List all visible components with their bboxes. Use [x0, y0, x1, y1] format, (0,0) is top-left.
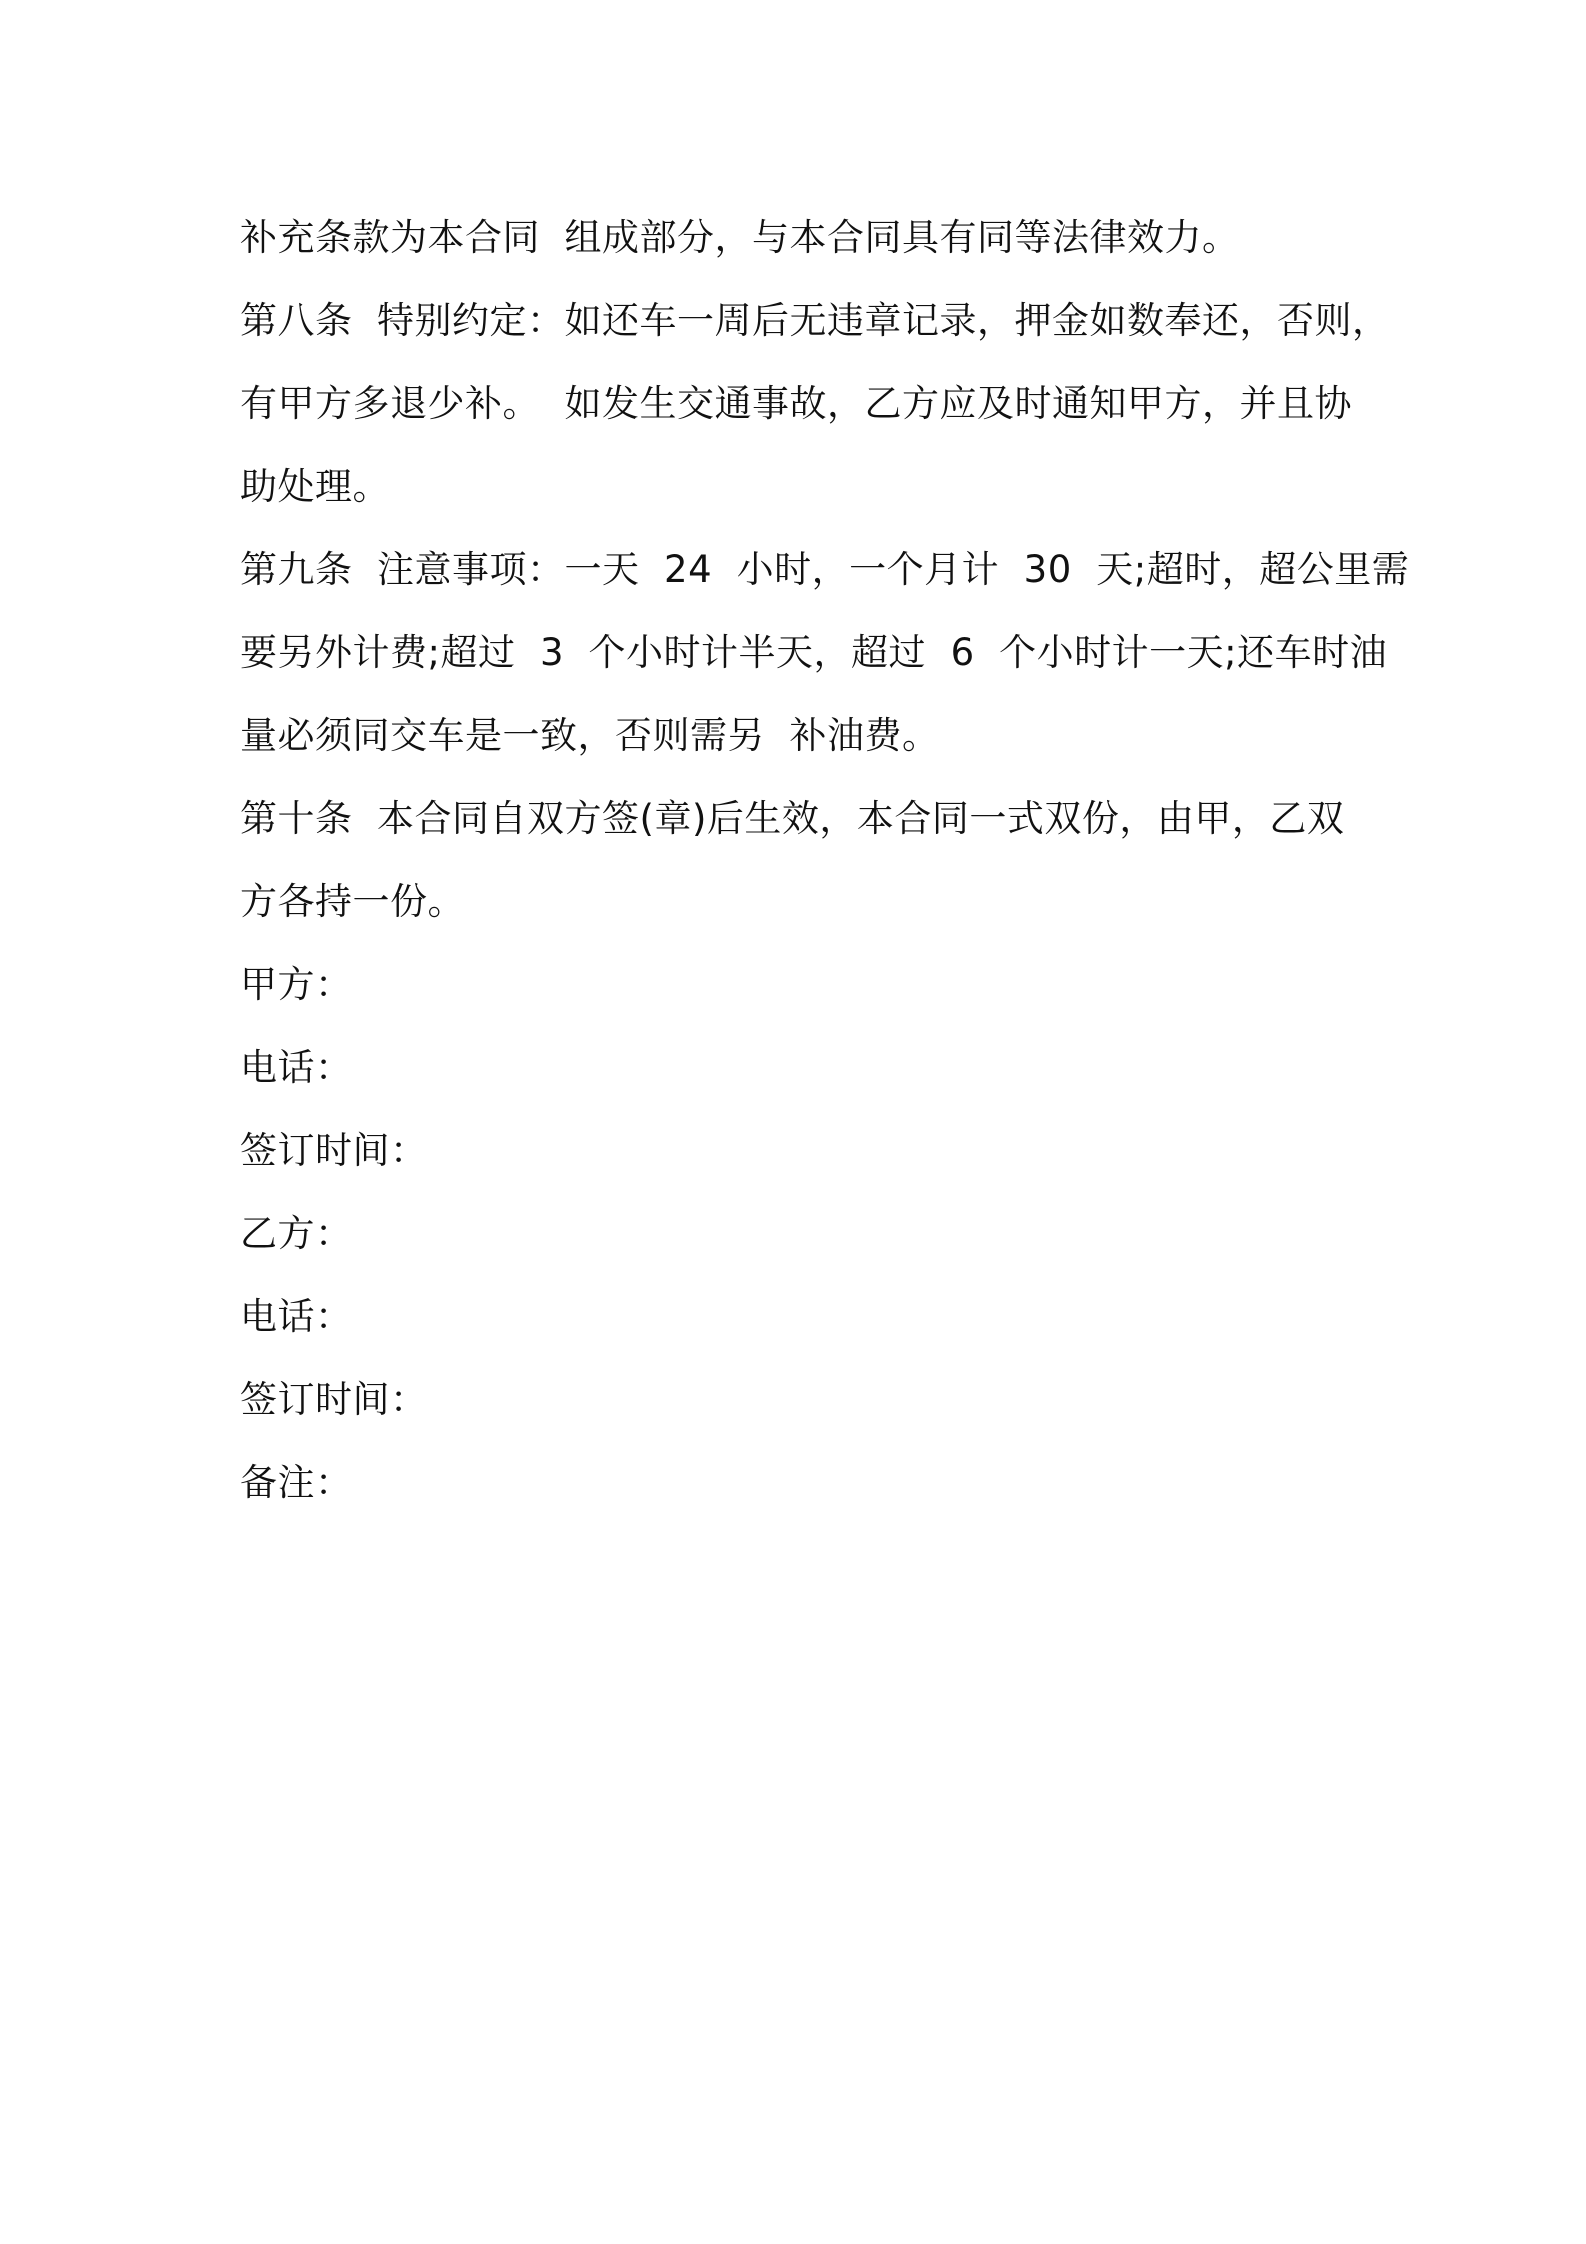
party-a-sign-date-label: 签订时间：	[240, 1129, 428, 1172]
clause-supplement-line: 补充条款为本合同 组成部分，与本合同具有同等法律效力。	[240, 216, 1240, 259]
party-a-phone-label: 电话：	[240, 1046, 353, 1089]
clause-8-line-1: 第八条 特别约定：如还车一周后无违章记录，押金如数奉还，否则，	[240, 299, 1390, 342]
clause-9-line-3: 量必须同交车是一致，否则需另 补油费。	[240, 714, 940, 757]
clause-9-line-1: 第九条 注意事项：一天 24 小时，一个月计 30 天;超时，超公里需	[240, 548, 1410, 591]
document-body	[240, 196, 1410, 1524]
party-b-phone-label: 电话：	[240, 1295, 353, 1338]
party-b-name-label: 乙方：	[240, 1212, 353, 1255]
clause-10-line-2: 方各持一份。	[240, 880, 465, 923]
remarks-label: 备注：	[240, 1461, 353, 1504]
clause-10-line-1: 第十条 本合同自双方签(章)后生效，本合同一式双份，由甲，乙双	[240, 797, 1345, 840]
clause-8-line-2: 有甲方多退少补。 如发生交通事故，乙方应及时通知甲方，并且协	[240, 382, 1353, 425]
clause-8-line-3: 助处理。	[240, 465, 390, 508]
party-a-name-label: 甲方：	[240, 963, 353, 1006]
party-b-sign-date-label: 签订时间：	[240, 1378, 428, 1421]
clause-9-line-2: 要另外计费;超过 3 个小时计半天，超过 6 个小时计一天;还车时油	[240, 631, 1388, 674]
